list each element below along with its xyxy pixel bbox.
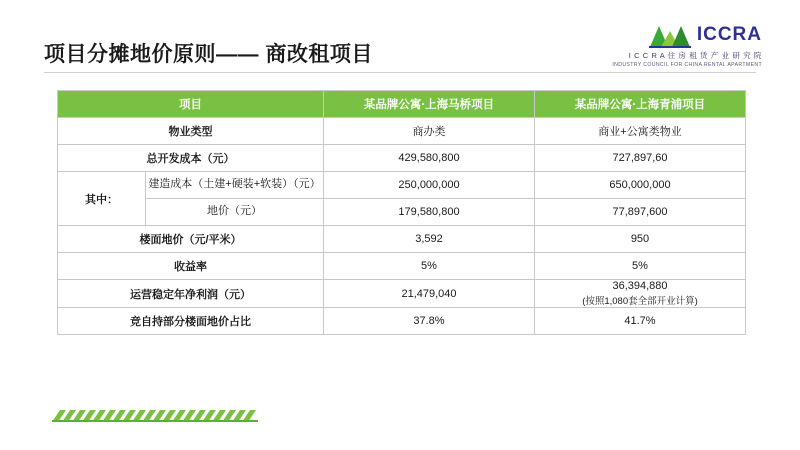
cell-self-held-share-p2: 41.7% [535,308,746,335]
table-body [58,118,746,335]
cell-annual-net-profit-p1: 21,479,040 [324,280,535,308]
cell-floor-land-price-p2: 950 [535,226,746,253]
row-label-floor-land-price: 楼面地价（元/平米） [58,226,324,253]
brand-logo [612,22,762,68]
page-title: 项目分摊地价原则—— 商改租项目 [44,43,373,66]
cell-annual-net-profit-p2-value: 36,394,880 [612,280,668,292]
cell-annual-net-profit-p2-note: (按照1,080套全部开业计算) [582,296,698,307]
row-sublabel-land-price: 地价（元） [146,199,324,226]
table-header-row [58,91,746,118]
logo-row [649,22,762,48]
cell-self-held-share-p1: 37.8% [324,308,535,335]
table-row [58,145,746,172]
cell-property-type-p2: 商业+公寓类物业 [535,118,746,145]
cell-annual-net-profit-p2 [535,280,746,308]
row-label-self-held-share: 竞自持部分楼面地价占比 [58,308,324,335]
logo-wordmark: ICCRA [696,24,762,45]
logo-subtitle-cn: I C C R A 住 房 租 赁 产 业 研 究 院 [628,51,762,60]
column-header-project-1: 某品牌公寓·上海马桥项目 [324,91,535,118]
column-header-project-2: 某品牌公寓·上海青浦项目 [535,91,746,118]
row-label-property-type: 物业类型 [58,118,324,145]
row-label-total-cost: 总开发成本（元） [58,145,324,172]
cell-yield-rate-p1: 5% [324,253,535,280]
table-row [58,118,746,145]
logo-subtitle-en: INDUSTRY COUNCIL FOR CHINA RENTAL APARTMENT [612,62,762,68]
title-divider [44,72,756,73]
column-header-item: 项目 [58,91,324,118]
row-label-annual-net-profit: 运营稳定年净利润（元） [58,280,324,308]
table-row [58,172,746,199]
comparison-table-container [57,90,745,335]
table-row [58,280,746,308]
comparison-table [57,90,746,335]
cell-yield-rate-p2: 5% [535,253,746,280]
cell-floor-land-price-p1: 3,592 [324,226,535,253]
cell-total-cost-p2: 727,897,60 [535,145,746,172]
footer-decoration [52,406,258,422]
row-label-yield-rate: 收益率 [58,253,324,280]
cell-land-price-p2: 77,897,600 [535,199,746,226]
cell-property-type-p1: 商办类 [324,118,535,145]
cell-land-price-p1: 179,580,800 [324,199,535,226]
cell-total-cost-p1: 429,580,800 [324,145,535,172]
cell-construction-cost-p1: 250,000,000 [324,172,535,199]
table-header [58,91,746,118]
iccra-mountain-icon [649,22,691,48]
row-sublabel-construction-cost: 建造成本（土建+硬装+软装）（元） [146,172,324,199]
table-row [58,226,746,253]
table-row [58,308,746,335]
cell-construction-cost-p2: 650,000,000 [535,172,746,199]
table-row [58,199,746,226]
row-label-of-which: 其中： [58,172,146,226]
table-row [58,253,746,280]
